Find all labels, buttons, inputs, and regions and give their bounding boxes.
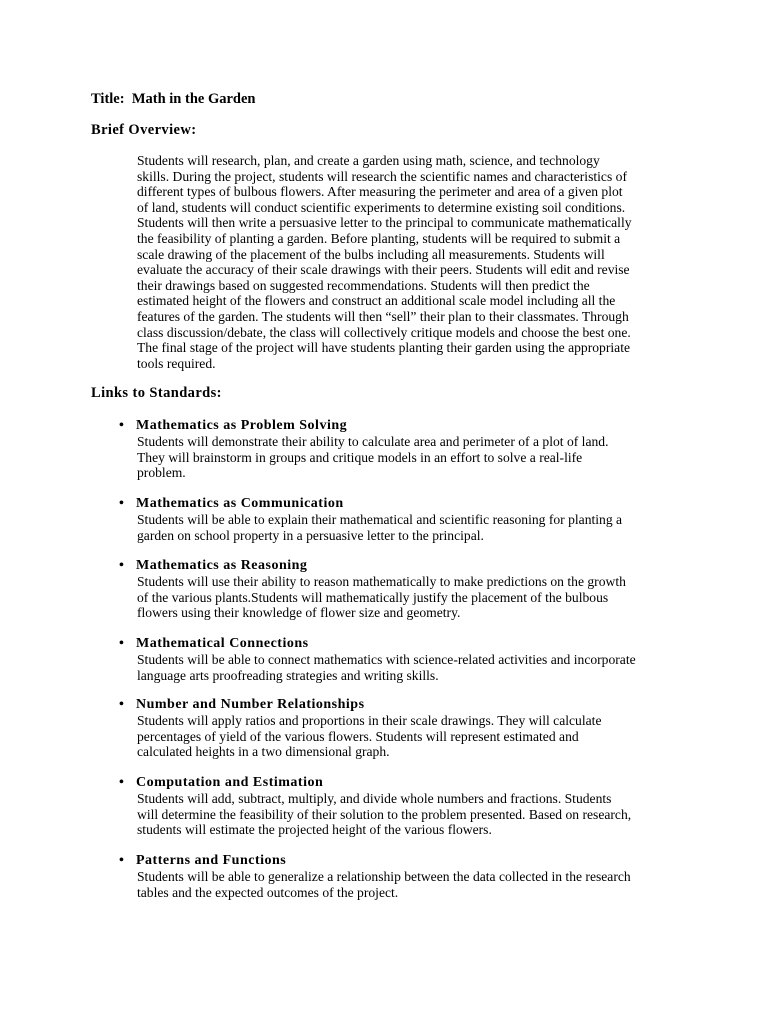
standard-description <box>137 512 699 543</box>
standard-item-patterns <box>119 853 699 900</box>
standard-line: problem. <box>137 465 186 481</box>
standard-line: garden on school property in a persuasive letter to the principal. <box>137 527 484 543</box>
standard-title <box>119 558 699 574</box>
standard-description <box>137 713 699 760</box>
standard-description <box>137 434 699 481</box>
standard-title-text: Patterns and Functions <box>136 853 287 868</box>
standard-line: They will brainstorm in groups and critique models in an effort to solve a real-life <box>137 449 583 465</box>
bullet-icon: • <box>119 775 125 790</box>
standard-line: Students will add, subtract, multiply, and divide whole numbers and fractions. Students <box>137 791 612 806</box>
document-title <box>91 91 255 108</box>
standard-line: Students will demonstrate their ability to calculate area and perimeter of a plot of land. <box>137 434 609 449</box>
standard-title-text: Mathematics as Reasoning <box>136 558 308 573</box>
standard-title-text: Mathematical Connections <box>136 636 309 651</box>
standard-line: Students will be able to generalize a relationship between the data collected in the research <box>137 869 631 884</box>
bullet-icon: • <box>119 418 125 433</box>
standard-line: of the various plants.Students will mathematically justify the placement of the bulbous <box>137 589 609 605</box>
overview-line: The final stage of the project will have students planting their garden using the appropriate <box>137 340 630 356</box>
overview-line: the feasibility of planting a garden. Before planting, students will be required to submit a <box>137 230 621 246</box>
bullet-icon: • <box>119 697 125 712</box>
standard-title-text: Mathematics as Communication <box>136 496 344 511</box>
standard-line: language arts proofreading strategies and writing skills. <box>137 667 439 683</box>
standard-description <box>137 791 699 838</box>
overview-line: skills. During the project, students will research the scientific names and characteristics of <box>137 168 627 184</box>
overview-line: scale drawing of the placement of the bulbs including all measurements. Students will <box>137 246 605 262</box>
standard-description <box>137 652 699 683</box>
overview-line: of land, students will conduct scientific experiments to determine existing soil conditions. <box>137 199 626 215</box>
overview-heading: Brief Overview: <box>91 122 197 138</box>
standard-title <box>119 496 699 512</box>
standard-item-computation <box>119 775 699 838</box>
standard-title-text: Mathematics as Problem Solving <box>136 418 348 433</box>
overview-line: their drawings based on suggested recommendations. Students will then predict the <box>137 277 590 293</box>
bullet-icon: • <box>119 496 125 511</box>
title-label: Title: <box>91 91 125 107</box>
standard-title-text: Number and Number Relationships <box>136 697 365 712</box>
standard-title <box>119 697 699 713</box>
standard-line: tables and the expected outcomes of the project. <box>137 884 399 900</box>
standard-line: Students will apply ratios and proportions in their scale drawings. They will calculate <box>137 713 602 728</box>
standard-title <box>119 853 699 869</box>
standard-line: students will estimate the projected height of the various flowers. <box>137 822 492 838</box>
overview-line: estimated height of the flowers and construct an additional scale model including all the <box>137 293 616 309</box>
standard-title <box>119 418 699 434</box>
standard-line: calculated heights in a two dimensional graph. <box>137 744 390 760</box>
standard-title <box>119 636 699 652</box>
title-text: Math in the Garden <box>131 91 256 107</box>
standard-title-text: Computation and Estimation <box>136 775 324 790</box>
overview-line: features of the garden. The students will then “sell” their plan to their classmates. Through <box>137 308 629 324</box>
standard-line: percentages of yield of the various flowers. Students will represent estimated and <box>137 728 579 744</box>
standard-title <box>119 775 699 791</box>
standard-item-number-relationships <box>119 697 699 760</box>
overview-line: different types of bulbous flowers. After measuring the perimeter and area of a given plot <box>137 184 623 200</box>
standard-line: will determine the feasibility of their solution to the problem presented. Based on research, <box>137 806 632 822</box>
standard-item-communication <box>119 496 699 543</box>
standard-item-problem-solving <box>119 418 699 481</box>
overview-line: tools required. <box>137 355 216 371</box>
bullet-icon: • <box>119 558 125 573</box>
standard-item-reasoning <box>119 558 699 621</box>
standard-item-connections <box>119 636 699 683</box>
standards-heading: Links to Standards: <box>91 385 222 401</box>
standard-line: Students will be able to explain their mathematical and scientific reasoning for planting a <box>137 512 623 527</box>
bullet-icon: • <box>119 636 125 651</box>
overview-line: class discussion/debate, the class will collectively critique models and choose the best one. <box>137 324 631 340</box>
standard-description <box>137 574 699 621</box>
standard-line: Students will use their ability to reason mathematically to make predictions on the growth <box>137 574 626 589</box>
overview-line: Students will then write a persuasive letter to the principal to communicate mathematically <box>137 215 632 231</box>
overview-line: Students will research, plan, and create a garden using math, science, and technology <box>137 153 600 168</box>
overview-line: evaluate the accuracy of their scale drawings with their peers. Students will edit and revise <box>137 262 630 278</box>
standard-line: Students will be able to connect mathematics with science-related activities and incorporate <box>137 652 636 667</box>
bullet-icon: • <box>119 853 125 868</box>
overview-paragraph <box>137 153 697 371</box>
standard-line: flowers using their knowledge of flower size and geometry. <box>137 605 461 621</box>
standard-description <box>137 869 699 900</box>
